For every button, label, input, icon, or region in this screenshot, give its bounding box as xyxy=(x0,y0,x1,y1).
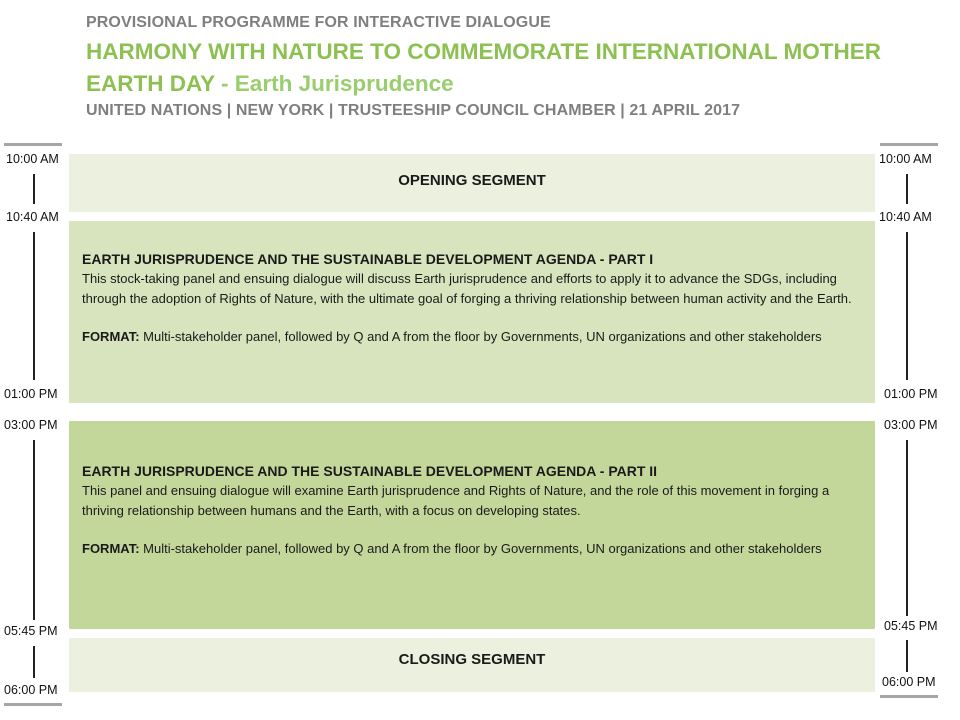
timeline-line xyxy=(33,440,35,620)
format-text: Multi-stakeholder panel, followed by Q and A from the floor by Governments, UN organizations and other stakeholders xyxy=(139,541,822,556)
time-label-0100: 01:00 PM xyxy=(884,387,938,401)
timeline-top-bar xyxy=(880,143,938,146)
timeline-bottom-bar xyxy=(880,695,938,698)
panel-part-2-description: This panel and ensuing dialogue will examine Earth jurisprudence and Rights of Nature, and the role of this movement in forging a thriving relationship between humans and the Earth, with a focus on developing states. xyxy=(82,483,830,518)
format-label: FORMAT: xyxy=(82,329,140,344)
time-label-0600: 06:00 PM xyxy=(4,683,58,697)
time-label-1000: 10:00 AM xyxy=(879,152,932,166)
panel-part-1-body xyxy=(82,249,872,347)
panel-part-1 xyxy=(69,221,875,403)
timeline-bottom-bar xyxy=(4,703,62,706)
format-text: Multi-stakeholder panel, followed by Q and A from the floor by Governments, UN organizations and other stakeholders xyxy=(139,329,822,344)
time-label-0300: 03:00 PM xyxy=(884,418,938,432)
timeline-line xyxy=(906,440,908,616)
time-label-0600: 06:00 PM xyxy=(882,675,936,689)
opening-segment-title: OPENING SEGMENT xyxy=(398,172,546,189)
time-label-1040: 10:40 AM xyxy=(6,210,59,224)
time-label-1040: 10:40 AM xyxy=(879,210,932,224)
programme-kicker: PROVISIONAL PROGRAMME FOR INTERACTIVE DIALOGUE xyxy=(86,14,551,31)
event-subtitle: Earth Jurisprudence xyxy=(234,71,454,96)
event-title-separator: - xyxy=(214,71,235,96)
timeline-line xyxy=(33,646,35,678)
panel-part-2-format xyxy=(82,539,872,559)
panel-part-2 xyxy=(69,421,875,629)
panel-part-2-body xyxy=(82,461,872,559)
opening-segment xyxy=(69,154,875,212)
panel-part-2-title: EARTH JURISPRUDENCE AND THE SUSTAINABLE DEVELOPMENT AGENDA - PART II xyxy=(82,463,658,479)
panel-part-1-title: EARTH JURISPRUDENCE AND THE SUSTAINABLE DEVELOPMENT AGENDA - PART I xyxy=(82,251,654,267)
venue-line: UNITED NATIONS | NEW YORK | TRUSTEESHIP COUNCIL CHAMBER | 21 APRIL 2017 xyxy=(86,102,741,119)
timeline-line xyxy=(906,640,908,672)
timeline-line xyxy=(33,232,35,380)
panel-part-1-description: This stock-taking panel and ensuing dialogue will discuss Earth jurisprudence and efforts to apply it to advance the SDGs, including through the adoption of Rights of Nature, with the ultimate goal of forging a thriving relationship between human activity and the Earth. xyxy=(82,271,852,306)
panel-part-1-format xyxy=(82,327,872,347)
event-title xyxy=(86,36,946,100)
closing-segment xyxy=(69,638,875,692)
timeline-line xyxy=(906,232,908,380)
time-label-0100: 01:00 PM xyxy=(4,387,58,401)
timeline-top-bar xyxy=(4,143,62,146)
format-label: FORMAT: xyxy=(82,541,140,556)
event-title-main: HARMONY WITH NATURE TO COMMEMORATE INTERNATIONAL MOTHER EARTH DAY xyxy=(86,39,881,96)
time-label-0300: 03:00 PM xyxy=(4,418,58,432)
timeline-line xyxy=(33,174,35,204)
closing-segment-title: CLOSING SEGMENT xyxy=(398,651,546,668)
time-label-0545: 05:45 PM xyxy=(884,619,938,633)
time-label-0545: 05:45 PM xyxy=(4,624,58,638)
timeline-line xyxy=(906,174,908,204)
time-label-1000: 10:00 AM xyxy=(6,152,59,166)
